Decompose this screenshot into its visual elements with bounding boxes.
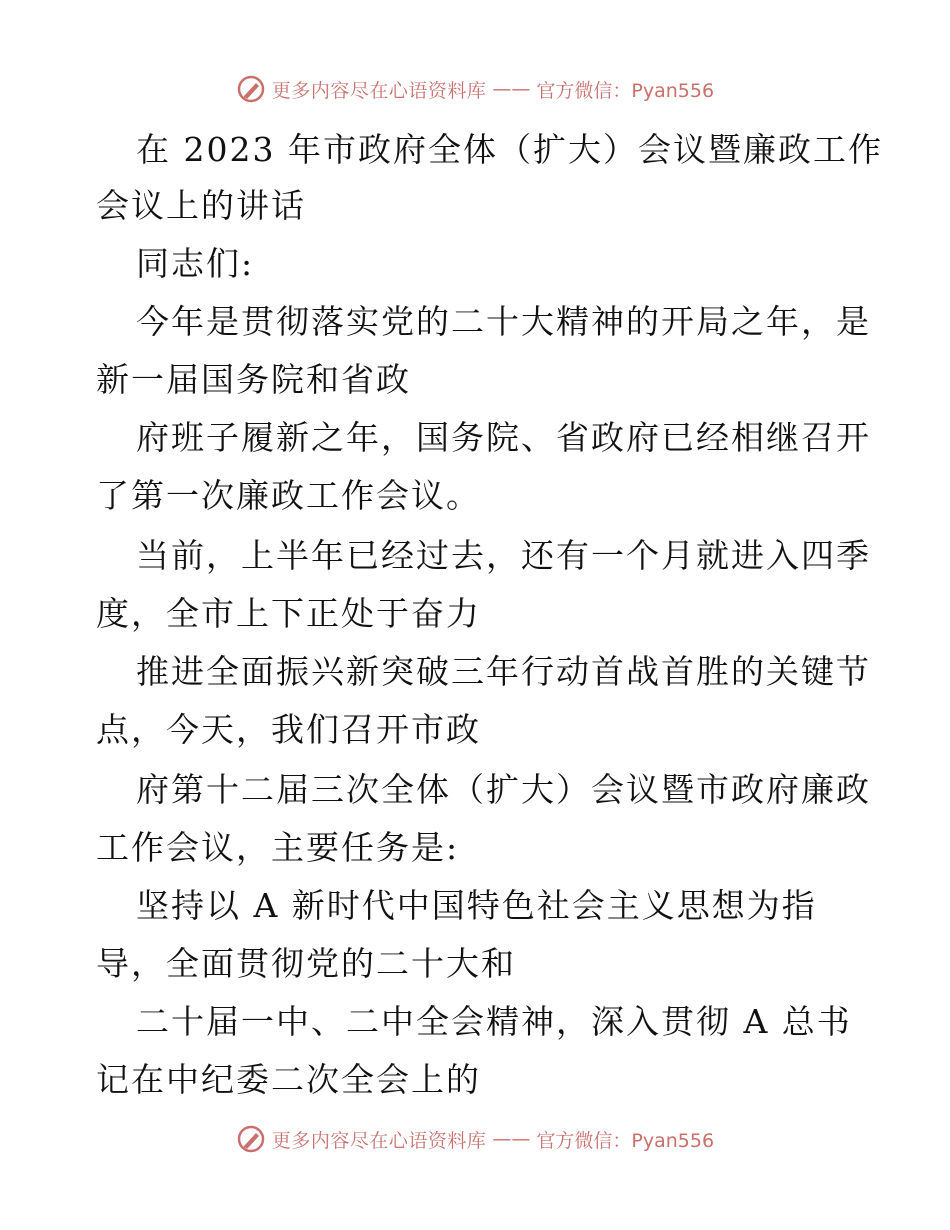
banner-wechat-text: 官方微信：Pyan556: [536, 1129, 715, 1152]
paragraph-line: 今年是贯彻落实党的二十大精神的开局之年，是: [136, 302, 871, 341]
title-line-2: 会议上的讲话: [96, 186, 306, 225]
paragraph-line: 坚持以 A 新时代中国特色社会主义思想为指: [136, 886, 817, 925]
paragraph-line: 导，全面贯彻党的二十大和: [96, 944, 516, 983]
title-line-1: 在 2023 年市政府全体（扩大）会议暨廉政工作: [136, 130, 883, 169]
paragraph-line: 推进全面振兴新突破三年行动首战首胜的关键节: [136, 652, 871, 691]
footer-banner: [0, 1124, 950, 1154]
banner-site-text: 更多内容尽在心语资料库: [271, 79, 487, 102]
paragraph-line: 点，今天，我们召开市政: [96, 710, 481, 749]
paragraph-line: 二十届一中、二中全会精神，深入贯彻 A 总书: [136, 1002, 852, 1041]
pen-logo-icon: [236, 1124, 266, 1154]
banner-site-text: 更多内容尽在心语资料库: [271, 1129, 487, 1152]
paragraph-line: 记在中纪委二次全会上的: [96, 1060, 481, 1099]
banner-dash: ——: [492, 78, 531, 100]
paragraph-line: 了第一次廉政工作会议。: [96, 476, 481, 515]
paragraph-line: 工作会议，主要任务是:: [96, 828, 460, 867]
paragraph-line: 新一届国务院和省政: [96, 360, 411, 399]
banner-dash: ——: [492, 1128, 531, 1150]
paragraph-line: 当前，上半年已经过去，还有一个月就进入四季: [136, 536, 871, 575]
paragraph-line: 度，全市上下正处于奋力: [96, 594, 481, 633]
pen-logo-icon: [236, 74, 266, 104]
banner-wechat-text: 官方微信：Pyan556: [536, 79, 715, 102]
salutation: 同志们:: [136, 244, 255, 283]
header-banner: [0, 74, 950, 104]
paragraph-line: 府第十二届三次全体（扩大）会议暨市政府廉政: [136, 770, 871, 809]
paragraph-line: 府班子履新之年，国务院、省政府已经相继召开: [136, 418, 871, 457]
